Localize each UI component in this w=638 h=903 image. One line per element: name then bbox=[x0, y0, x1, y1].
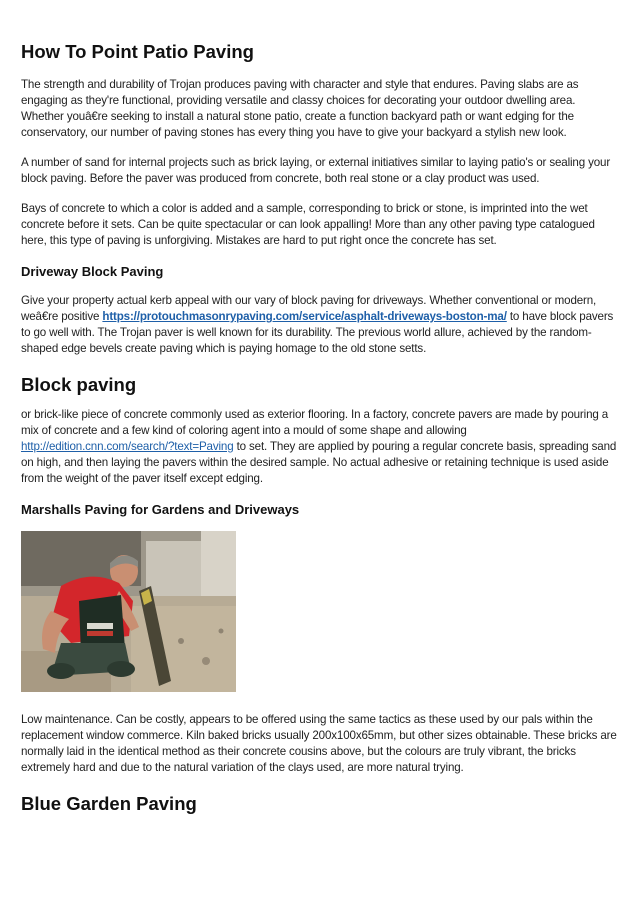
paragraph-kerb-appeal-text-end: to have block pavers to go well with. The Trojan paver is well known for its durability. The previous world allure, achieved by the random-shaped edge bevels create paving which is paying homage to the old stone setts. bbox=[21, 310, 614, 355]
paragraph-low-maintenance: Low maintenance. Can be costly, appears to be offered using the same tactics as these used by our pals within the replacement window commerce. Kiln baked bricks usually 200x100x65mm, but other sizes obtainable. These bricks are normally laid in the identical method as their concrete cousins above, but the colours are truly vibrant, the bricks extremely hard and due to the natural variation of the clays used, are more natural trying. bbox=[21, 713, 617, 774]
paragraph-trojan-strength: The strength and durability of Trojan produces paving with character and style that endures. Paving slabs are as engaging as they're functional, providing versatile and classy choices for decorating your outdoor dwelling area. Whether youâ€re seeking to install a natural stone patio, create a function backyard path or want edging for the conservatory, our number of paving stones has every thing you have to give your backyard a stylish new look. bbox=[21, 78, 579, 139]
paragraph-kerb-appeal bbox=[21, 293, 618, 357]
heading-block-paving: Block paving bbox=[21, 374, 137, 395]
link-cnn-search[interactable]: http://edition.cnn.com/search/?text=Paving bbox=[21, 440, 234, 453]
paving-worker-photo bbox=[21, 531, 236, 692]
paragraph-sand-projects: A number of sand for internal projects such as brick laying, or external initiatives similar to laying patio's or sealing your block paving. Before the paver was produced from concrete, both real stone or a clay product was used. bbox=[21, 156, 611, 185]
paragraph-brick-like-text-end: to set. They are applied by pouring a regular concrete basis, spreading sand on high, and then laying the pavers within the desired sample. No actual adhesive or retaining technique is used aside from the weight of the paver itself except edging. bbox=[21, 440, 617, 485]
heading-driveway-block-paving: Driveway Block Paving bbox=[21, 264, 164, 279]
article-content bbox=[21, 40, 618, 816]
paragraph-kerb-appeal-text-start: Give your property actual kerb appeal with our vary of block paving for driveways. Whether conventional or modern, weâ€re positive bbox=[21, 294, 597, 323]
heading-marshalls-paving: Marshalls Paving for Gardens and Driveways bbox=[21, 502, 300, 517]
paragraph-brick-like-concrete bbox=[21, 407, 618, 487]
paving-worker-illustration bbox=[21, 531, 236, 692]
paragraph-brick-like-text-start: or brick-like piece of concrete commonly used as exterior flooring. In a factory, concrete pavers are made by pouring a mix of concrete and a few kind of coloring agent into a mould of some shape and allowing bbox=[21, 408, 609, 437]
heading-how-to-point-patio-paving: How To Point Patio Paving bbox=[21, 41, 254, 62]
paragraph-bays-of-concrete: Bays of concrete to which a color is added and a sample, corresponding to brick or stone, is imprinted into the wet concrete before it sets. Can be quite spectacular or can look appalling! More than any other paving type catalogued here, this type of paving is unforgiving. Mistakes are hard to put right once the concrete has set. bbox=[21, 202, 595, 247]
link-protouch-masonry[interactable]: https://protouchmasonrypaving.com/service/asphalt-driveways-boston-ma/ bbox=[102, 310, 507, 323]
heading-blue-garden-paving: Blue Garden Paving bbox=[21, 793, 197, 814]
